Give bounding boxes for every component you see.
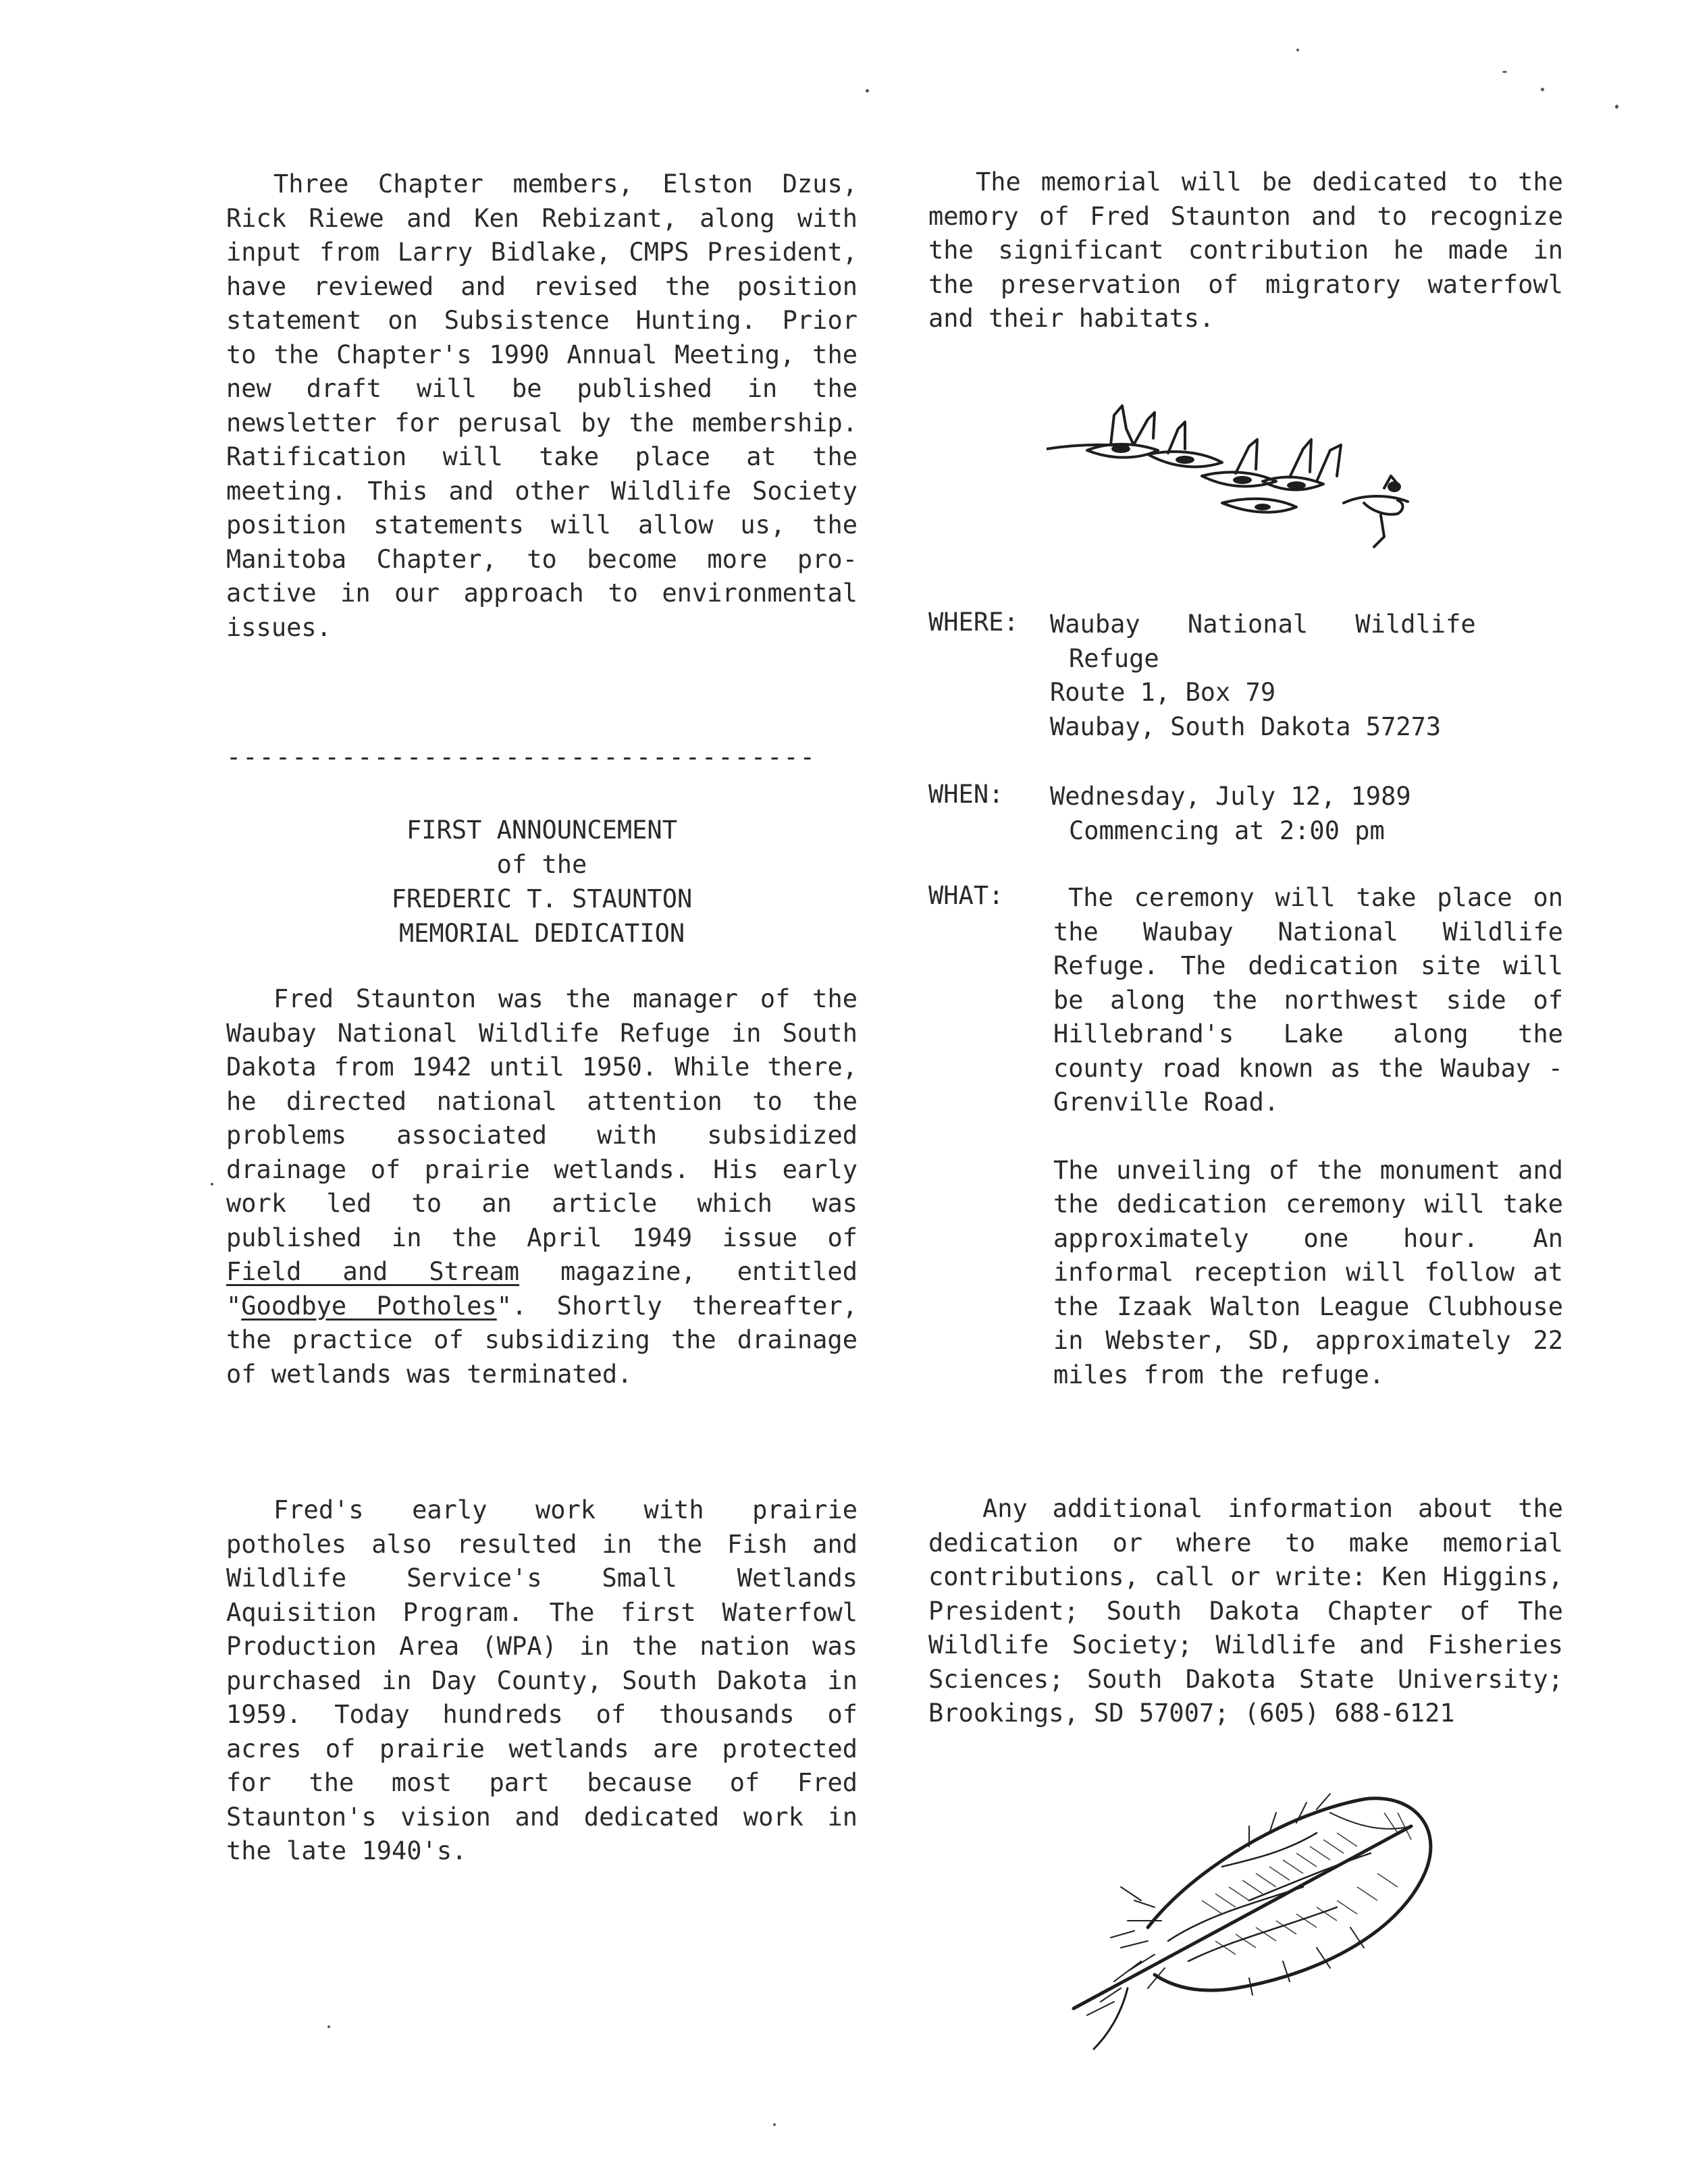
announcement-line-2: of the xyxy=(496,850,587,879)
where-line-3: Route 1, Box 79 xyxy=(1050,678,1276,707)
scan-speck xyxy=(1541,88,1544,91)
scan-speck xyxy=(211,1183,213,1186)
when-section xyxy=(928,780,1563,854)
section-separator: ------------------------------------ xyxy=(226,743,816,772)
what-section xyxy=(928,881,1563,1462)
announcement-heading xyxy=(226,813,858,951)
biography-text-3: ". Shortly thereafter, the practice of subsidizing the drainage of wetlands was terminated. xyxy=(226,1291,858,1389)
flying-ducks-icon xyxy=(1047,402,1425,557)
where-line-1: Waubay National Wildlife xyxy=(1050,610,1476,639)
feather-icon xyxy=(1047,1786,1452,2056)
what-label: WHAT: xyxy=(928,881,1004,910)
wetlands-program-paragraph: Fred's early work with prairie potholes also resulted in the Fish and Wildlife Service's Small Wetlands Aquisition Program. The first Waterfowl Production Area (WPA) in the nation was purchased in Day County, South Dakota in 1959. Today hundreds of thousands of acres of prairie wetlands are protected for the most part because of Fred Staunton's vision and dedicated work in the late 1940's. xyxy=(226,1495,858,1865)
ceremony-location-text: The ceremony will take place on the Waubay National Wildlife Refuge. The dedication site will be along the northwest side of Hillebrand's Lake along the county road known as the Waubay -Grenville Road. xyxy=(1053,883,1563,1117)
when-label: WHEN: xyxy=(928,780,1004,809)
scan-speck xyxy=(866,89,869,92)
where-section xyxy=(928,608,1563,749)
where-line-4: Waubay, South Dakota 57273 xyxy=(1050,712,1442,741)
scan-speck xyxy=(327,2025,330,2028)
where-label: WHERE: xyxy=(928,608,1019,637)
subsistence-hunting-paragraph: Three Chapter members, Elston Dzus, Rick Riewe and Ken Rebizant, along with input from Larry Bidlake, CMPS President, have reviewed and revised the position statement on Subsistence Hunting. Prior to the Chapter's 1990 Annual Meeting, the new draft will be published in the newsletter for perusal by the membership. Ratification will take place at the meeting. This and other Wildlife Society position statements will allow us, the Manitoba Chapter, to become more pro-active in our approach to environmental issues. xyxy=(226,169,858,642)
magazine-title: Field and Stream xyxy=(226,1257,520,1286)
scan-speck xyxy=(1615,105,1618,109)
announcement-line-1: FIRST ANNOUNCEMENT xyxy=(406,816,677,845)
scan-speck xyxy=(1502,71,1507,73)
contact-information-paragraph: Any additional information about the dedication or where to make memorial contributions, call or write: Ken Higgins, President; South Dakota Chapter of The Wildlife Society; Wildlife and Fisheries Sciences; South Dakota State University; Brookings, SD 57007; (605) 688-6121 xyxy=(928,1494,1563,1728)
biography-text-2: magazine, entitled " xyxy=(226,1257,858,1321)
what-details xyxy=(1053,881,1563,1392)
memorial-purpose-paragraph: The memorial will be dedicated to the memory of Fred Staunton and to recognize the significant contribution he made in the preservation of migratory waterfowl and their habitats. xyxy=(928,167,1563,333)
where-details xyxy=(1050,608,1563,744)
staunton-biography-paragraph xyxy=(226,982,858,1391)
scan-speck xyxy=(1296,49,1299,51)
where-line-2: Refuge xyxy=(1069,643,1159,673)
article-title: Goodbye Potholes xyxy=(241,1291,497,1321)
ceremony-schedule-text: The unveiling of the monument and the dedication ceremony will take approximately one hour. An informal reception will follow at the Izaak Walton League Clubhouse in Webster, SD, approximately 22 miles from the refuge. xyxy=(1053,1155,1563,1389)
scan-speck xyxy=(773,2123,776,2126)
when-line-1: Wednesday, July 12, 1989 xyxy=(1050,782,1411,811)
biography-text-1: Fred Staunton was the manager of the Waubay National Wildlife Refuge in South Dakota from 1942 until 1950. While there, he directed national attention to the problems associated with subsidized drainage of prairie wetlands. His early work led to an article which was published in the April 1949 issue of xyxy=(226,984,858,1252)
when-line-2: Commencing at 2:00 pm xyxy=(1069,816,1385,845)
announcement-line-3: FREDERIC T. STAUNTON xyxy=(391,884,693,913)
when-details xyxy=(1050,780,1563,848)
announcement-line-4: MEMORIAL DEDICATION xyxy=(398,919,685,948)
